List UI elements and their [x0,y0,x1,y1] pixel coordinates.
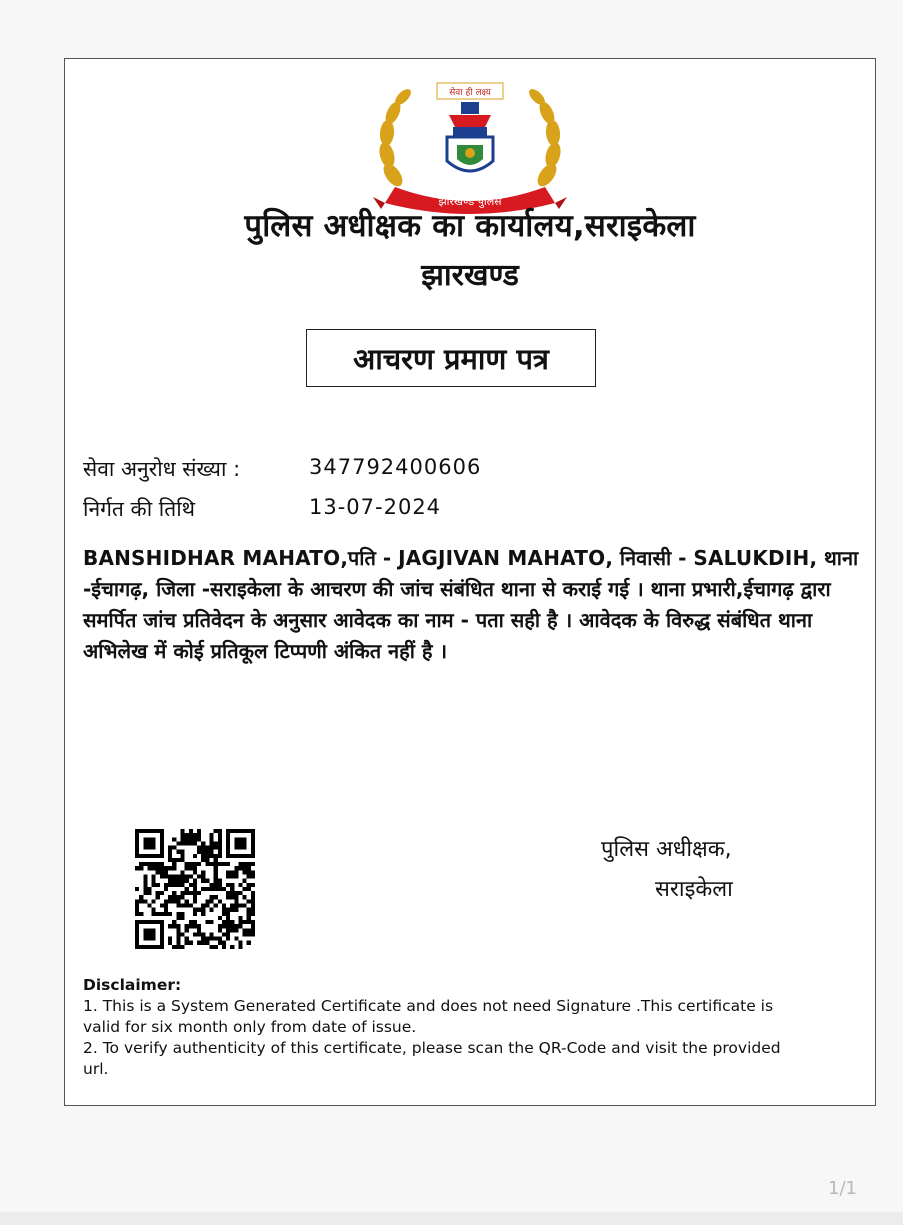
certificate-body [83,543,865,667]
state-title: झारखण्ड [421,258,519,293]
signatory-title: पुलिस अधीक्षक, [601,837,732,862]
disclaimer-item-2: 2. To verify authenticity of this certificate, please scan the QR-Code and visit the provided url. [83,1039,781,1078]
disclaimer [83,975,803,1080]
viewer-bottom-bar [0,1212,903,1225]
logo-ribbon-text: झारखण्ड पुलिस [438,195,502,208]
logo-motto: सेवा ही लक्ष्य [449,88,491,98]
body-rest-text: , थाना -ईचागढ़, जिला -सराइकेला के आचरण की जांच संबंधित थाना से कराई गई । थाना प्रभारी,ईचागढ़ द्वारा समर्पित जांच प्रतिवेदन के अनुसार आवेदक का नाम - पता सही है । आवेदक के विरुद्ध संबंधित थाना अभिलेख में कोई प्रतिकूल टिप्पणी अंकित नहीं है । [83,546,859,663]
disclaimer-item-1: 1. This is a System Generated Certificate and does not need Signature .This certificate is valid for six month only from date of issue. [83,997,774,1036]
request-number-row [83,455,482,483]
certificate-title-box [306,329,596,387]
verification-qr-code[interactable] [135,829,255,949]
body-husband-prefix: ,पति - [340,546,399,570]
certificate-title: आचरण प्रमाण पत्र [353,341,549,376]
disclaimer-heading: Disclaimer: [83,976,182,994]
certificate-page [64,58,876,1106]
signatory-location: सराइकेला [655,877,733,902]
office-title: पुलिस अधीक्षक का कार्यालय,सराइकेला [244,208,696,244]
body-resident-prefix: , निवासी - [605,546,694,570]
husband-name: JAGJIVAN MAHATO [398,546,606,570]
jharkhand-police-logo [365,75,575,217]
issue-date-label: निर्गत की तिथि [83,497,196,521]
village-name: SALUKDIH [693,546,810,570]
issue-date-row [83,495,442,523]
applicant-name: BANSHIDHAR MAHATO [83,546,341,570]
page-indicator: 1/1 [828,1178,857,1199]
issue-date-value: 13-07-2024 [309,495,442,519]
request-number-label: सेवा अनुरोध संख्या : [83,457,241,481]
request-number-value: 347792400606 [309,455,482,479]
